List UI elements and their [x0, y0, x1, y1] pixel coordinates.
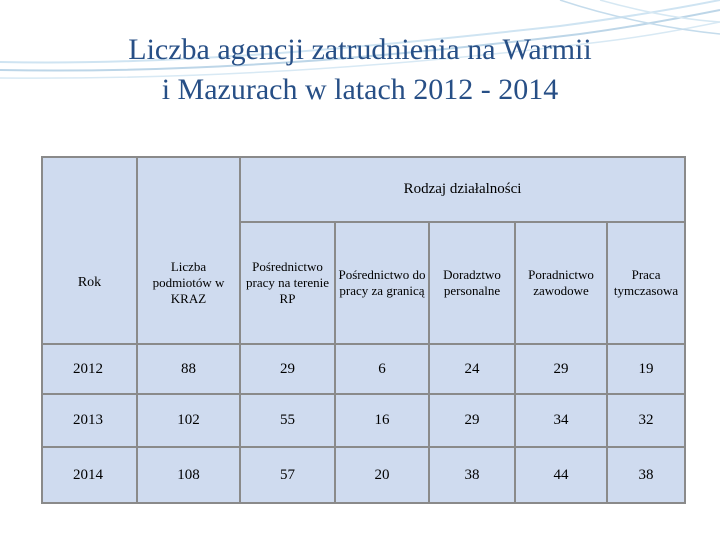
col-header-liczba: Liczba podmiotów w KRAZ	[137, 222, 240, 344]
header-row-columns	[42, 222, 685, 344]
value-cell: 38	[607, 447, 685, 503]
value-cell: 57	[240, 447, 335, 503]
col-header-activity: Doradztwo personalne	[429, 222, 515, 344]
year-cell: 2014	[42, 447, 137, 503]
count-cell: 108	[137, 447, 240, 503]
col-header-activity: Poradnictwo zawodowe	[515, 222, 607, 344]
year-cell: 2012	[42, 344, 137, 394]
header-row-group	[42, 157, 685, 222]
count-cell: 88	[137, 344, 240, 394]
title-line-2: i Mazurach w latach 2012 - 2014	[161, 73, 559, 106]
value-cell: 20	[335, 447, 429, 503]
table-row	[42, 447, 685, 503]
slide-title	[0, 30, 720, 110]
value-cell: 44	[515, 447, 607, 503]
value-cell: 24	[429, 344, 515, 394]
title-line-1: Liczba agencji zatrudnienia na Warmii	[128, 33, 592, 66]
value-cell: 38	[429, 447, 515, 503]
value-cell: 19	[607, 344, 685, 394]
header-blank-cell	[42, 157, 137, 222]
table-row	[42, 394, 685, 447]
value-cell: 16	[335, 394, 429, 447]
col-header-activity: Praca tymczasowa	[607, 222, 685, 344]
agencies-table	[41, 156, 686, 504]
value-cell: 6	[335, 344, 429, 394]
col-header-activity: Pośrednictwo do pracy za granicą	[335, 222, 429, 344]
value-cell: 34	[515, 394, 607, 447]
value-cell: 55	[240, 394, 335, 447]
col-header-activity: Pośrednictwo pracy na terenie RP	[240, 222, 335, 344]
value-cell: 32	[607, 394, 685, 447]
year-cell: 2013	[42, 394, 137, 447]
value-cell: 29	[240, 344, 335, 394]
value-cell: 29	[515, 344, 607, 394]
header-blank-cell	[137, 157, 240, 222]
table-row	[42, 344, 685, 394]
col-header-rok: Rok	[42, 222, 137, 344]
value-cell: 29	[429, 394, 515, 447]
count-cell: 102	[137, 394, 240, 447]
group-header: Rodzaj działalności	[240, 157, 685, 222]
